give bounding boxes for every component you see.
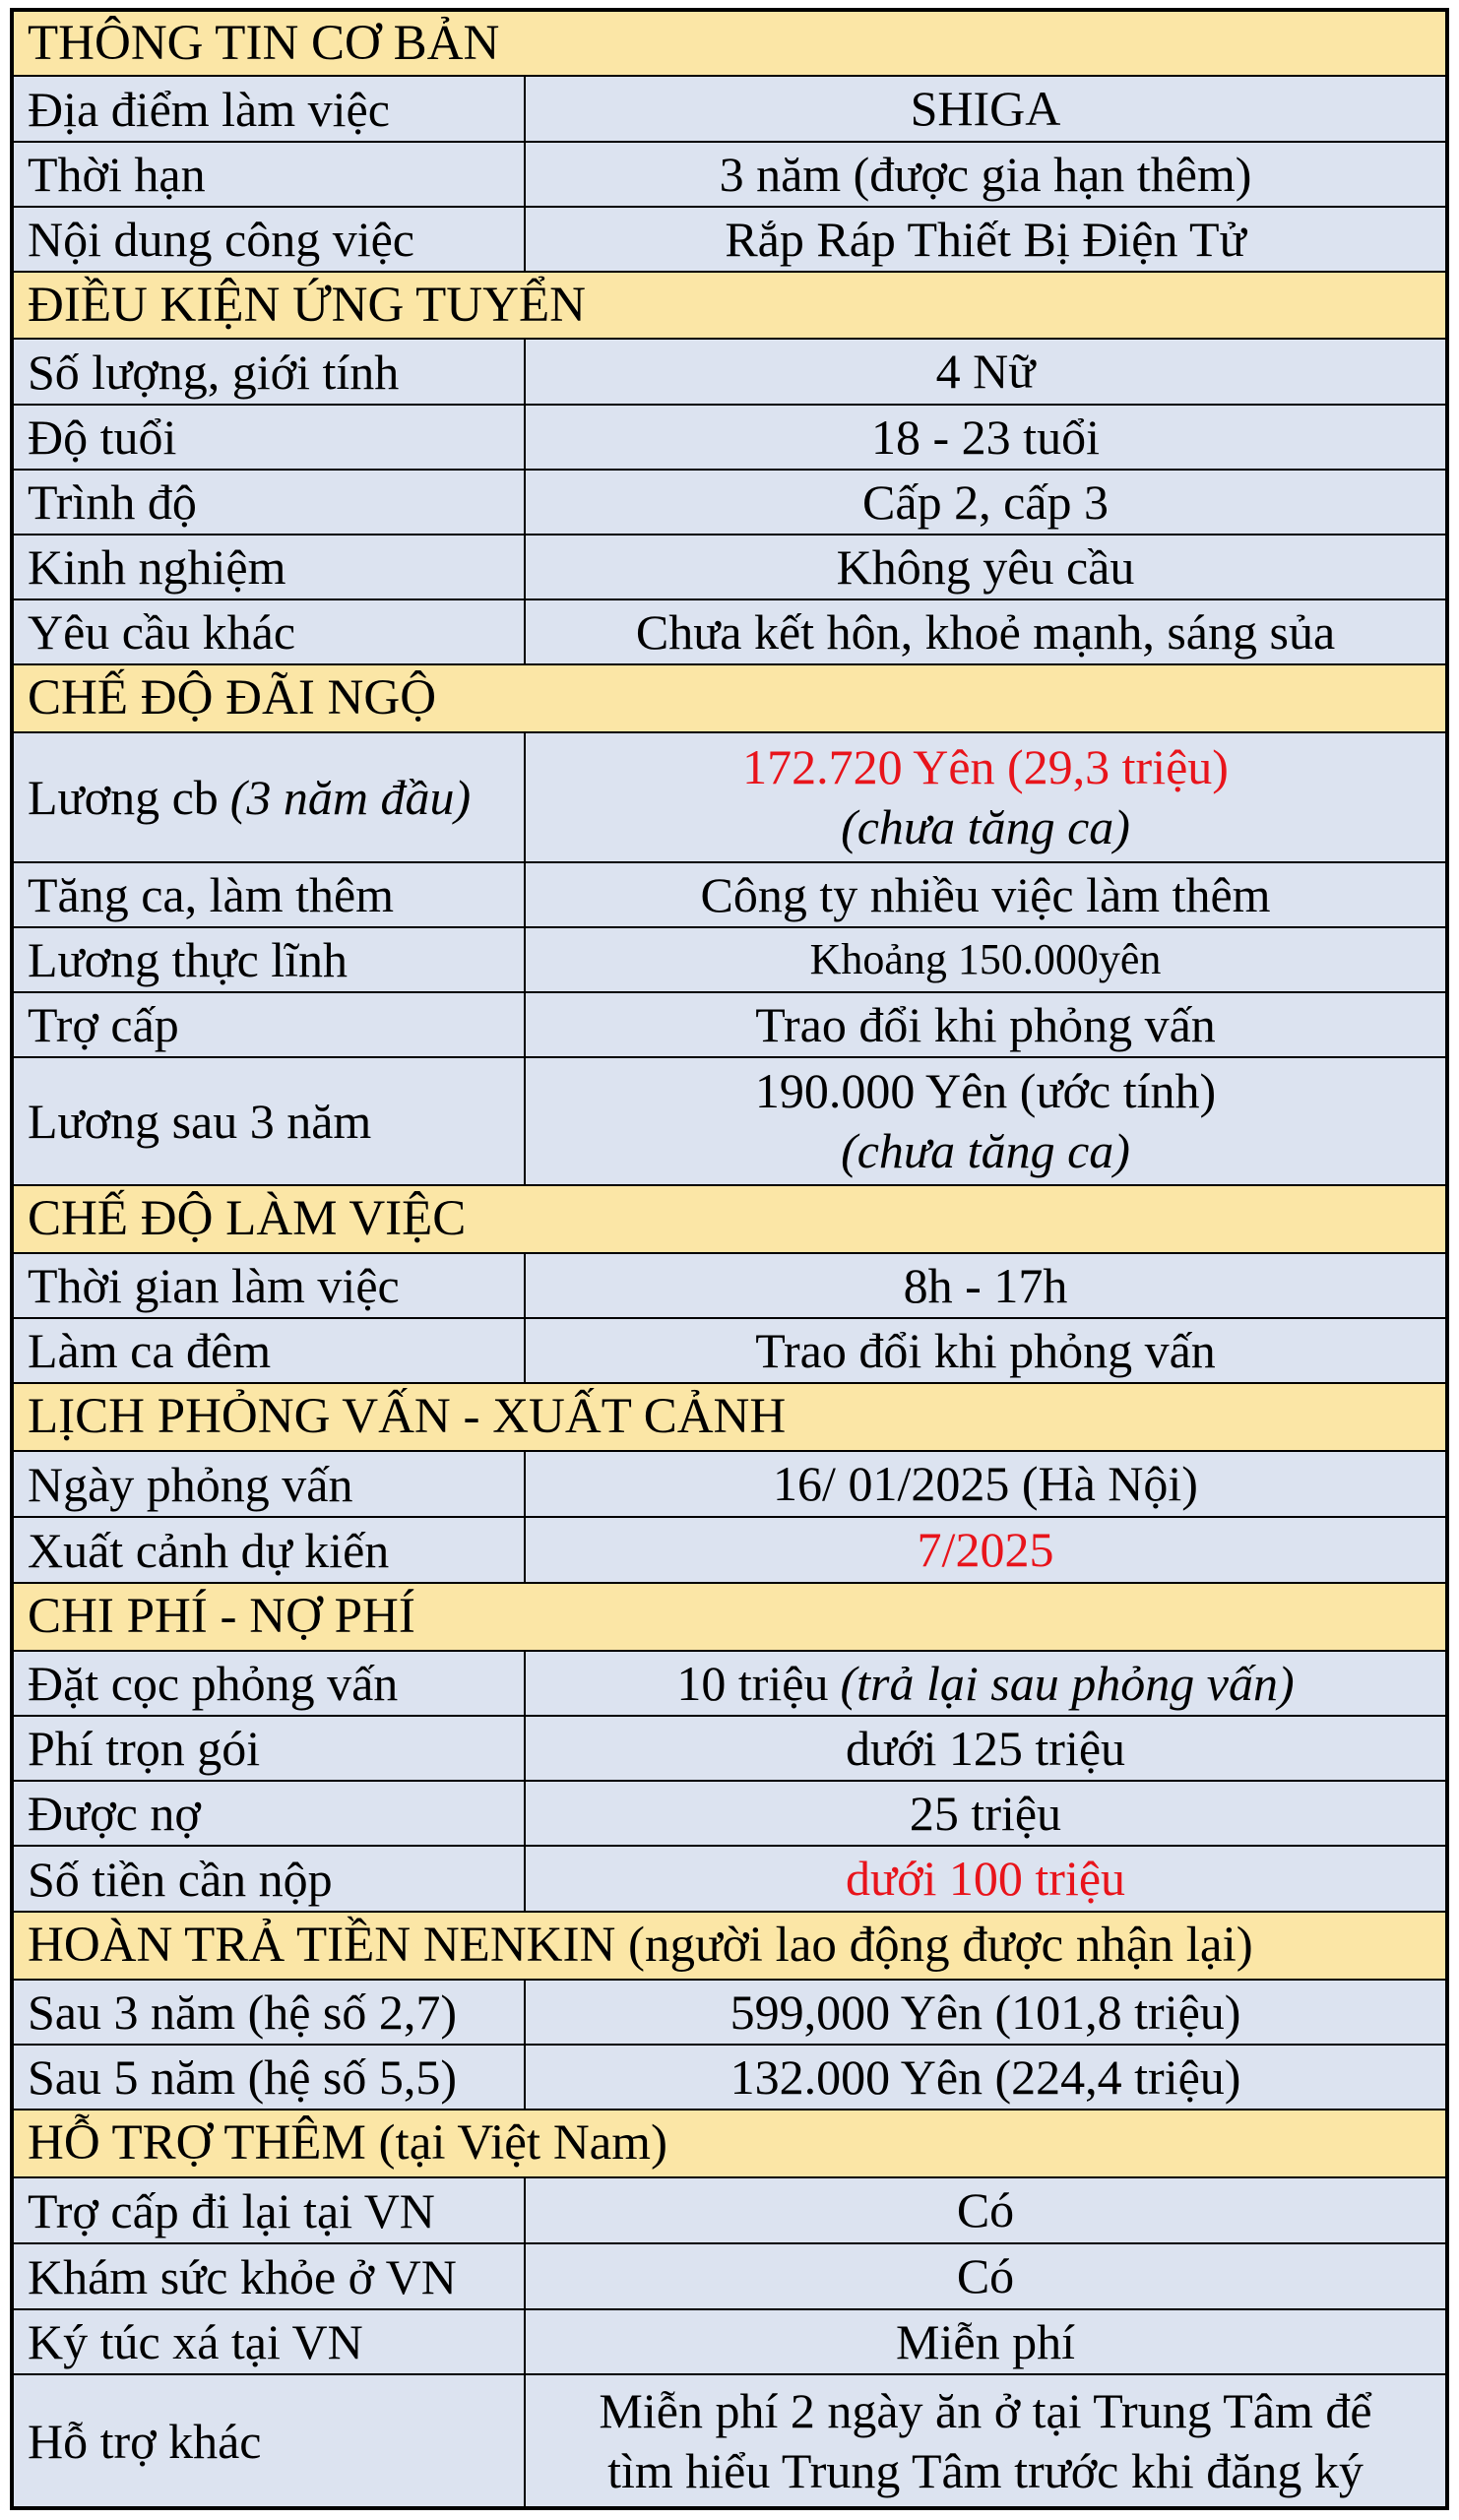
row-label: Sau 5 năm (hệ số 5,5) <box>14 2046 526 2109</box>
row-value: 10 triệu (trả lại sau phỏng vấn) <box>676 1655 1295 1711</box>
table-row <box>14 1652 1445 1717</box>
row-value: 599,000 Yên (101,8 triệu) <box>730 1984 1241 2040</box>
row-label: Độ tuổi <box>14 406 526 469</box>
row-value: Có <box>956 2248 1015 2303</box>
row-label: Thời gian làm việc <box>14 1254 526 1317</box>
table-row <box>14 928 1445 993</box>
row-label: Phí trọn gói <box>14 1717 526 1780</box>
table-row <box>14 1452 1445 1518</box>
row-label: Lương sau 3 năm <box>14 1058 526 1184</box>
table-row <box>14 863 1445 928</box>
row-label: Số lượng, giới tính <box>14 340 526 404</box>
row-label: Trình độ <box>14 471 526 534</box>
row-value: Miễn phí 2 ngày ăn ở tại Trung Tâm để tìm hiểu Trung Tâm trước khi đăng ký <box>599 2382 1372 2498</box>
row-value: Miễn phí <box>896 2313 1075 2369</box>
row-label: Đặt cọc phỏng vấn <box>14 1652 526 1715</box>
section-header-work-regime: CHẾ ĐỘ LÀM VIỆC <box>14 1186 1445 1254</box>
row-label: Xuất cảnh dự kiến <box>14 1518 526 1582</box>
row-label: Nội dung công việc <box>14 208 526 271</box>
row-label: Kinh nghiệm <box>14 536 526 598</box>
table-row <box>14 1981 1445 2046</box>
table-row <box>14 208 1445 273</box>
row-label: Làm ca đêm <box>14 1319 526 1382</box>
row-value <box>526 1847 1445 1911</box>
table-row <box>14 471 1445 536</box>
table-row <box>14 2244 1445 2310</box>
section-header-costs: CHI PHÍ - NỢ PHÍ <box>14 1584 1445 1652</box>
row-label: Hỗ trợ khác <box>14 2375 526 2506</box>
table-row <box>14 600 1445 665</box>
table-row <box>14 2375 1445 2506</box>
row-label: Yêu cầu khác <box>14 600 526 663</box>
table-row <box>14 733 1445 863</box>
row-label: Trợ cấp <box>14 993 526 1056</box>
row-value: Cấp 2, cấp 3 <box>862 473 1109 530</box>
section-header-schedule: LỊCH PHỎNG VẤN - XUẤT CẢNH <box>14 1384 1445 1452</box>
row-label: Được nợ <box>14 1782 526 1845</box>
section-header-requirements: ĐIỀU KIỆN ỨNG TUYỂN <box>14 273 1445 340</box>
row-value: Không yêu cầu <box>836 538 1135 595</box>
row-value: SHIGA <box>910 81 1061 136</box>
table-row <box>14 1518 1445 1584</box>
highlight-value: dưới 100 triệu <box>845 1851 1126 1906</box>
row-label: Địa điểm làm việc <box>14 77 526 141</box>
row-value: Trao đổi khi phỏng vấn <box>755 996 1216 1052</box>
row-value: 18 - 23 tuổi <box>871 409 1100 465</box>
table-row <box>14 1717 1445 1782</box>
section-header-benefits: CHẾ ĐỘ ĐÃI NGỘ <box>14 665 1445 733</box>
row-value: dưới 125 triệu <box>845 1720 1126 1776</box>
label-note: (3 năm đầu) <box>229 770 472 825</box>
table-row <box>14 536 1445 600</box>
highlight-value: 7/2025 <box>917 1522 1054 1577</box>
row-value: 4 Nữ <box>935 344 1036 399</box>
section-header-extra-support: HỖ TRỢ THÊM (tại Việt Nam) <box>14 2110 1445 2178</box>
table-row <box>14 2046 1445 2110</box>
table-row <box>14 1058 1445 1186</box>
row-value: 3 năm (được gia hạn thêm) <box>719 146 1252 202</box>
row-label: Sau 3 năm (hệ số 2,7) <box>14 1981 526 2044</box>
row-label: Ký túc xá tại VN <box>14 2310 526 2373</box>
row-value: 16/ 01/2025 (Hà Nội) <box>773 1456 1198 1511</box>
row-label: Thời hạn <box>14 143 526 206</box>
table-row <box>14 2310 1445 2375</box>
row-value: 25 triệu <box>909 1785 1062 1841</box>
job-info-table <box>10 8 1449 2510</box>
table-row <box>14 340 1445 406</box>
row-value: Có <box>956 2182 1015 2237</box>
table-row <box>14 1847 1445 1913</box>
table-row <box>14 406 1445 471</box>
row-value: 132.000 Yên (224,4 triệu) <box>730 2048 1241 2105</box>
table-row <box>14 1319 1445 1384</box>
row-label: Khám sức khỏe ở VN <box>14 2244 526 2308</box>
row-label: Tăng ca, làm thêm <box>14 863 526 926</box>
table-row <box>14 77 1445 143</box>
table-row <box>14 143 1445 208</box>
row-label: Trợ cấp đi lại tại VN <box>14 2178 526 2242</box>
value-note: (trả lại sau phỏng vấn) <box>840 1655 1295 1711</box>
row-value: Khoảng 150.000yên <box>809 935 1162 984</box>
row-value: Rắp Ráp Thiết Bị Điện Tử <box>725 211 1246 267</box>
row-value <box>526 733 1445 861</box>
value-note: (chưa tăng ca) <box>841 799 1130 854</box>
row-value: 8h - 17h <box>903 1257 1068 1313</box>
section-header-basic-info: THÔNG TIN CƠ BẢN <box>14 12 1445 77</box>
table-row <box>14 993 1445 1058</box>
row-value: Công ty nhiều việc làm thêm <box>700 866 1271 922</box>
row-label: Lương cb (3 năm đầu) <box>14 733 526 861</box>
value-note: (chưa tăng ca) <box>841 1123 1130 1178</box>
row-label: Ngày phỏng vấn <box>14 1452 526 1516</box>
row-label: Lương thực lĩnh <box>14 928 526 991</box>
row-value <box>526 1518 1445 1582</box>
table-row <box>14 1782 1445 1847</box>
row-value: 190.000 Yên (ước tính) (chưa tăng ca) <box>526 1058 1445 1184</box>
row-value: Trao đổi khi phỏng vấn <box>755 1322 1216 1378</box>
table-row <box>14 1254 1445 1319</box>
table-row <box>14 2178 1445 2244</box>
row-label: Số tiền cần nộp <box>14 1847 526 1911</box>
highlight-value: 172.720 Yên (29,3 triệu) <box>742 739 1229 794</box>
row-value: Chưa kết hôn, khoẻ mạnh, sáng sủa <box>635 603 1336 660</box>
section-header-nenkin: HOÀN TRẢ TIỀN NENKIN (người lao động được nhận lại) <box>14 1913 1445 1981</box>
